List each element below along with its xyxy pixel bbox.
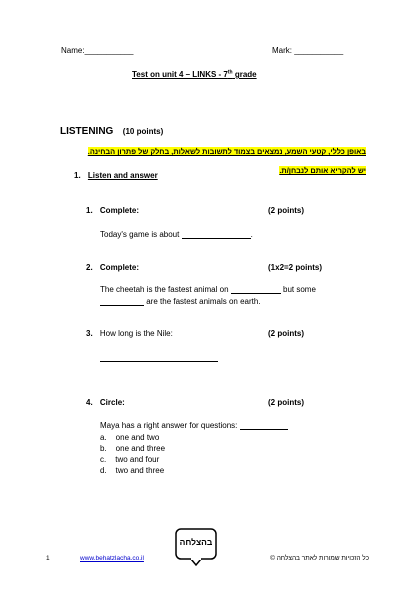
mark-label: Mark: [272, 46, 292, 55]
task-number: 1. [74, 171, 81, 180]
page-title: Test on unit 4 – LINKS - 7th grade [132, 69, 257, 79]
answer-blank-3[interactable] [100, 361, 218, 362]
answer-blank-1[interactable] [182, 230, 251, 239]
section-points: (10 points) [122, 127, 164, 136]
question-2-line-1: The cheetah is the fastest animal on but some [100, 285, 316, 294]
name-label: Name: [61, 46, 85, 55]
task-heading [74, 171, 158, 180]
task-title: Listen and answer [87, 171, 158, 180]
question-2-points: (1x2=2 points) [268, 263, 323, 272]
answer-blank-2a[interactable] [231, 285, 281, 294]
name-field [61, 46, 134, 55]
answer-blank-2b[interactable] [100, 297, 144, 306]
hebrew-note-line2: יש להקריא אותם לנבחן/ת. [279, 166, 366, 175]
website-link[interactable]: www.behatzlacha.co.il [80, 555, 144, 562]
question-4-options [100, 432, 165, 476]
option-b[interactable]: b. one and three [100, 444, 166, 453]
question-3-heading: 3. How long is the Nile: [86, 329, 173, 338]
option-d[interactable]: d. two and three [100, 466, 165, 475]
mark-field [272, 46, 343, 55]
question-1-text: Today's game is about . [100, 230, 253, 239]
question-1-heading: 1. Complete: [86, 206, 140, 215]
section-heading [60, 121, 163, 139]
name-blank[interactable]: ___________ [84, 46, 134, 55]
copyright-text: כל הזכויות שמורות לאתר בהצלחה © [270, 555, 369, 562]
site-logo [171, 527, 221, 567]
option-a[interactable]: a. one and two [100, 433, 160, 442]
question-4-prompt: Maya has a right answer for questions: [100, 421, 288, 430]
question-2-heading: 2. Complete: [86, 263, 140, 272]
question-4-points: (2 points) [268, 398, 304, 407]
question-2-line-2: are the fastest animals on earth. [100, 297, 261, 306]
mark-blank[interactable]: ___________ [294, 46, 344, 55]
question-3-points: (2 points) [268, 329, 304, 338]
question-4-heading: 4. Circle: [86, 398, 125, 407]
hebrew-note-line1: באופן כללי, קטעי השמע, נמצאים בצמוד לתשובות לשאלות, בחלק של פתרון הבחינה. [87, 147, 366, 156]
logo-text: בהצלחה [179, 537, 213, 547]
answer-blank-4[interactable] [240, 421, 288, 430]
page-number: 1 [46, 555, 50, 562]
section-title: LISTENING [60, 126, 114, 137]
question-1-points: (2 points) [268, 206, 304, 215]
option-c[interactable]: c. two and four [100, 455, 160, 464]
